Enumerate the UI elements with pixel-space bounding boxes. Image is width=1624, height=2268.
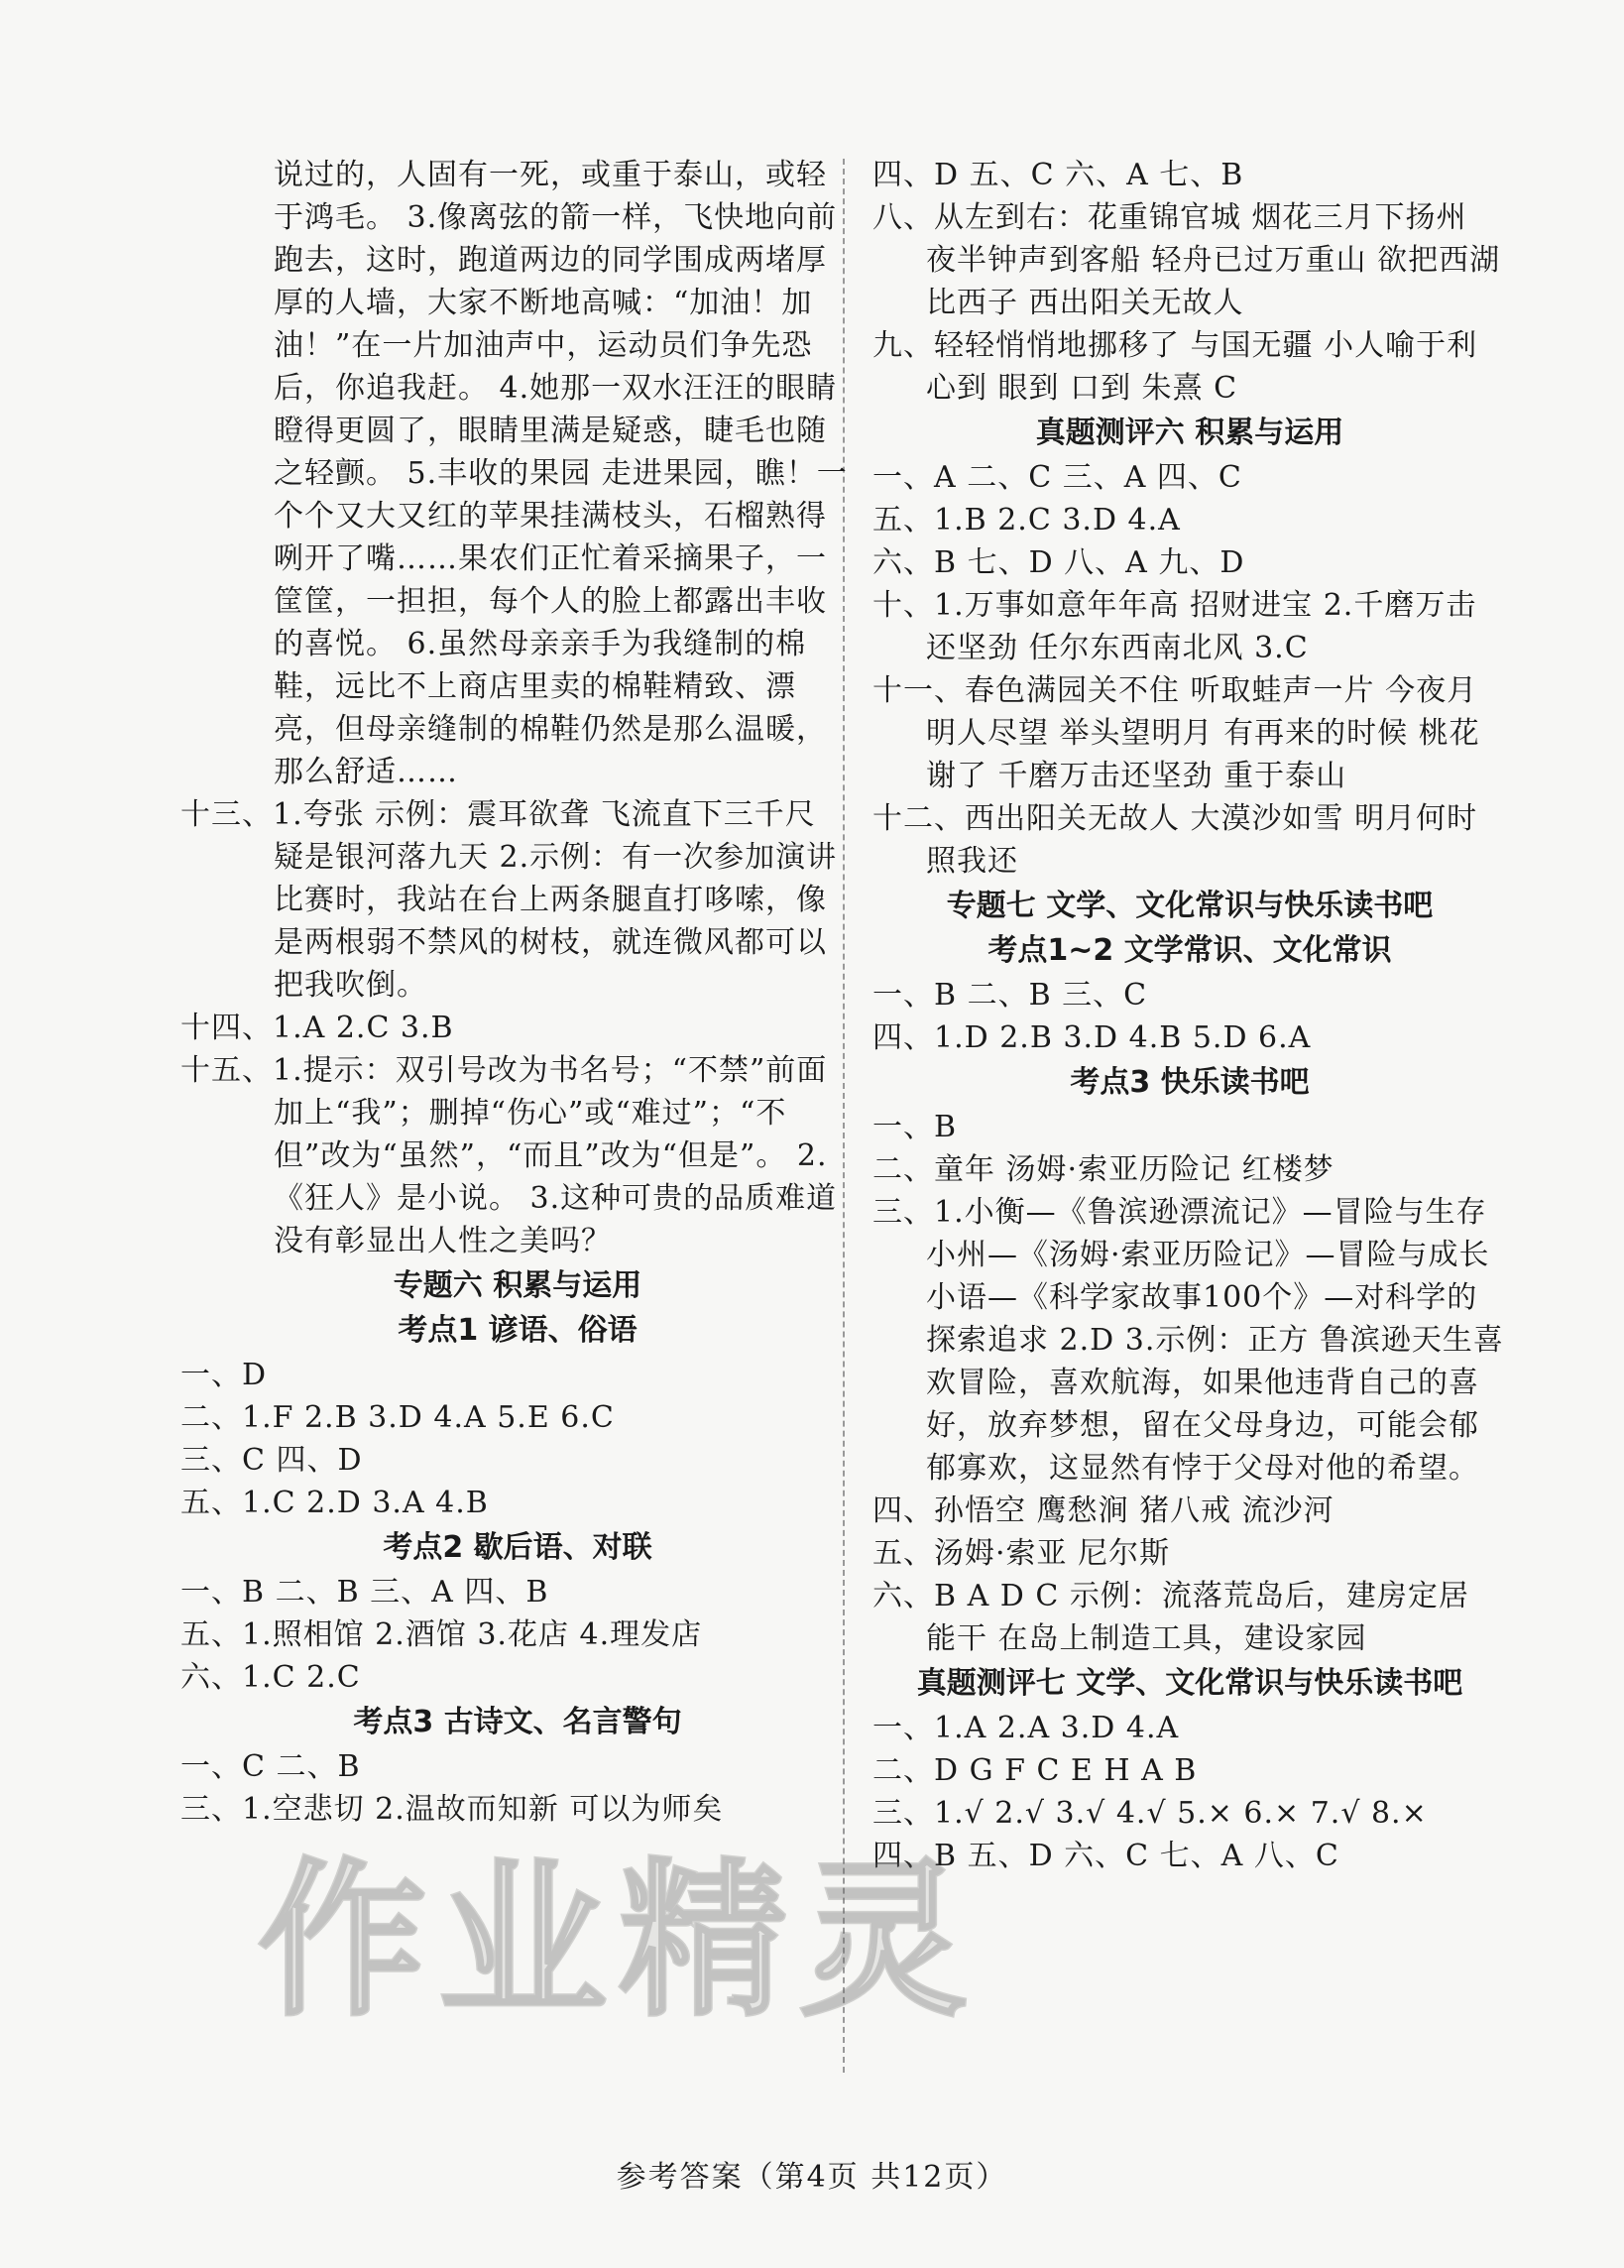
- test7-line: 三、1.√ 2.√ 3.√ 4.√ 5.× 6.× 7.√ 8.×: [872, 1796, 1428, 1831]
- answer-13: 十三、1.夸张 示例：震耳欲聋 飞流直下三千尺 疑是银河落九天 2.示例：有一次参加演讲比赛时，我站在台上两条腿直打哆嗦，像是两根弱不禁风的树枝，就连微风都可以把我吹倒。: [180, 797, 838, 1003]
- answer-4-7: 四、D 五、C 六、A 七、B: [872, 158, 1244, 192]
- test7-line: 一、1.A 2.A 3.D 4.A: [872, 1711, 1180, 1745]
- test-7-heading: 真题测评七 文学、文化常识与快乐读书吧: [916, 1666, 1463, 1701]
- kd3r-line: 二、童年 汤姆·索亚历险记 红楼梦: [872, 1152, 1334, 1187]
- kd1-line: 三、C 四、D: [180, 1443, 363, 1478]
- kd3r-line: 四、孙悟空 鹰愁涧 猪八戒 流沙河: [872, 1493, 1334, 1528]
- kd1-line: 一、D: [180, 1358, 268, 1392]
- kd2-heading: 考点2 歇后语、对联: [383, 1530, 652, 1565]
- test6-11: 十一、春色满园关不住 听取蛙声一片 今夜月明人尽望 举头望明月 有再来的时候 桃花谢了 千磨万击还坚劲 重于泰山: [872, 673, 1480, 793]
- kd3-heading: 考点3 古诗文、名言警句: [353, 1705, 682, 1739]
- kd12-line: 四、1.D 2.B 3.D 4.B 5.D 6.A: [872, 1020, 1312, 1055]
- topic-7-heading: 专题七 文学、文化常识与快乐读书吧: [946, 889, 1434, 923]
- kd2-line: 一、B 二、B 三、A 四、B: [180, 1575, 549, 1610]
- kd3r-line: 一、B: [872, 1110, 958, 1144]
- kd3-line: 一、C 二、B: [180, 1749, 361, 1784]
- watermark-logo: 作业精灵: [258, 1844, 981, 2040]
- test6-12: 十二、西出阳关无故人 大漠沙如雪 明月何时照我还: [872, 801, 1478, 879]
- kd2-line: 六、1.C 2.C: [180, 1660, 361, 1695]
- kd1-line: 五、1.C 2.D 3.A 4.B: [180, 1486, 489, 1520]
- test6-line: 五、1.B 2.C 3.D 4.A: [872, 503, 1181, 537]
- test7-line: 四、B 五、D 六、C 七、A 八、C: [872, 1839, 1339, 1873]
- kd3r-line: 三、1.小衡—《鲁滨逊漂流记》—冒险与生存 小州—《汤姆·索亚历险记》—冒险与成长 小语—《科学家故事100个》—对科学的探索追求 2.D 3.示例：正方 鲁滨逊天生喜欢冒险，喜欢航海，如果他违背自己的喜好，放弃梦想，留在父母身边，可能会郁郁寡欢，这显然有悖于父母对他的希望。: [872, 1195, 1504, 1486]
- test6-line: 六、B 七、D 八、A 九、D: [872, 545, 1245, 580]
- answer-9: 九、轻轻悄悄地挪移了 与国无疆 小人喻于利 心到 眼到 口到 朱熹 C: [872, 328, 1478, 406]
- left-column: [180, 154, 855, 1831]
- answer-8: 八、从左到右：花重锦官城 烟花三月下扬州 夜半钟声到客船 轻舟已过万重山 欲把西湖比西子 西出阳关无故人: [872, 200, 1501, 320]
- kd3r-heading: 考点3 快乐读书吧: [1070, 1065, 1310, 1100]
- page-footer: 参考答案（第4页 共12页）: [616, 2160, 1008, 2195]
- test7-line: 二、D G F C E H A B: [872, 1753, 1198, 1788]
- test-6-heading: 真题测评六 积累与运用: [1035, 416, 1344, 450]
- answer-14: 十四、1.A 2.C 3.B: [180, 1011, 454, 1045]
- kd2-line: 五、1.照相馆 2.酒馆 3.花店 4.理发店: [180, 1617, 703, 1652]
- kd3r-line: 五、汤姆·索亚 尼尔斯: [872, 1536, 1171, 1571]
- topic-6-heading: 专题六 积累与运用: [393, 1268, 642, 1303]
- answer-15: 十五、1.提示：双引号改为书名号；“不禁”前面加上“我”；删掉“伤心”或“难过”；“不但”改为“虽然”，“而且”改为“但是”。 2.《狂人》是小说。 3.这种可贵的品质难道没有彰显出人性之美吗？: [180, 1053, 838, 1258]
- kd12-line: 一、B 二、B 三、C: [872, 978, 1148, 1013]
- answer-continuation: 说过的，人固有一死，或重于泰山，或轻于鸿毛。 3.像离弦的箭一样，飞快地向前跑去，这时，跑道两边的同学围成两堵厚厚的人墙，大家不断地高喊：“加油！加油！”在一片加油声中，运动员们争先恐后，你追我赶。 4.她那一双水汪汪的眼睛瞪得更圆了，眼睛里满是疑惑，睫毛也随之轻颤。 5.丰收的果园 走进果园，瞧！一个个又大又红的苹果挂满枝头，石榴熟得咧开了嘴……果农们正忙着采摘果子，一筐筐，一担担，每个人的脸上都露出丰收的喜悦。 6.虽然母亲亲手为我缝制的棉鞋，远比不上商店里卖的棉鞋精致、漂亮，但母亲缝制的棉鞋仍然是那么温暖，那么舒适……: [274, 158, 848, 789]
- kd3-line: 三、1.空悲切 2.温故而知新 可以为师矣: [180, 1792, 724, 1827]
- kd3r-line: 六、B A D C 示例：流落荒岛后，建房定居 能干 在岛上制造工具，建设家园: [872, 1579, 1469, 1656]
- right-column: [872, 154, 1507, 1877]
- test6-10: 十、1.万事如意年年高 招财进宝 2.千磨万击还坚劲 任尔东西南北风 3.C: [872, 588, 1477, 665]
- kd12-heading: 考点1~2 文学常识、文化常识: [987, 933, 1392, 968]
- test6-line: 一、A 二、C 三、A 四、C: [872, 460, 1242, 495]
- kd1-line: 二、1.F 2.B 3.D 4.A 5.E 6.C: [180, 1400, 615, 1435]
- kd1-heading: 考点1 谚语、俗语: [398, 1313, 638, 1348]
